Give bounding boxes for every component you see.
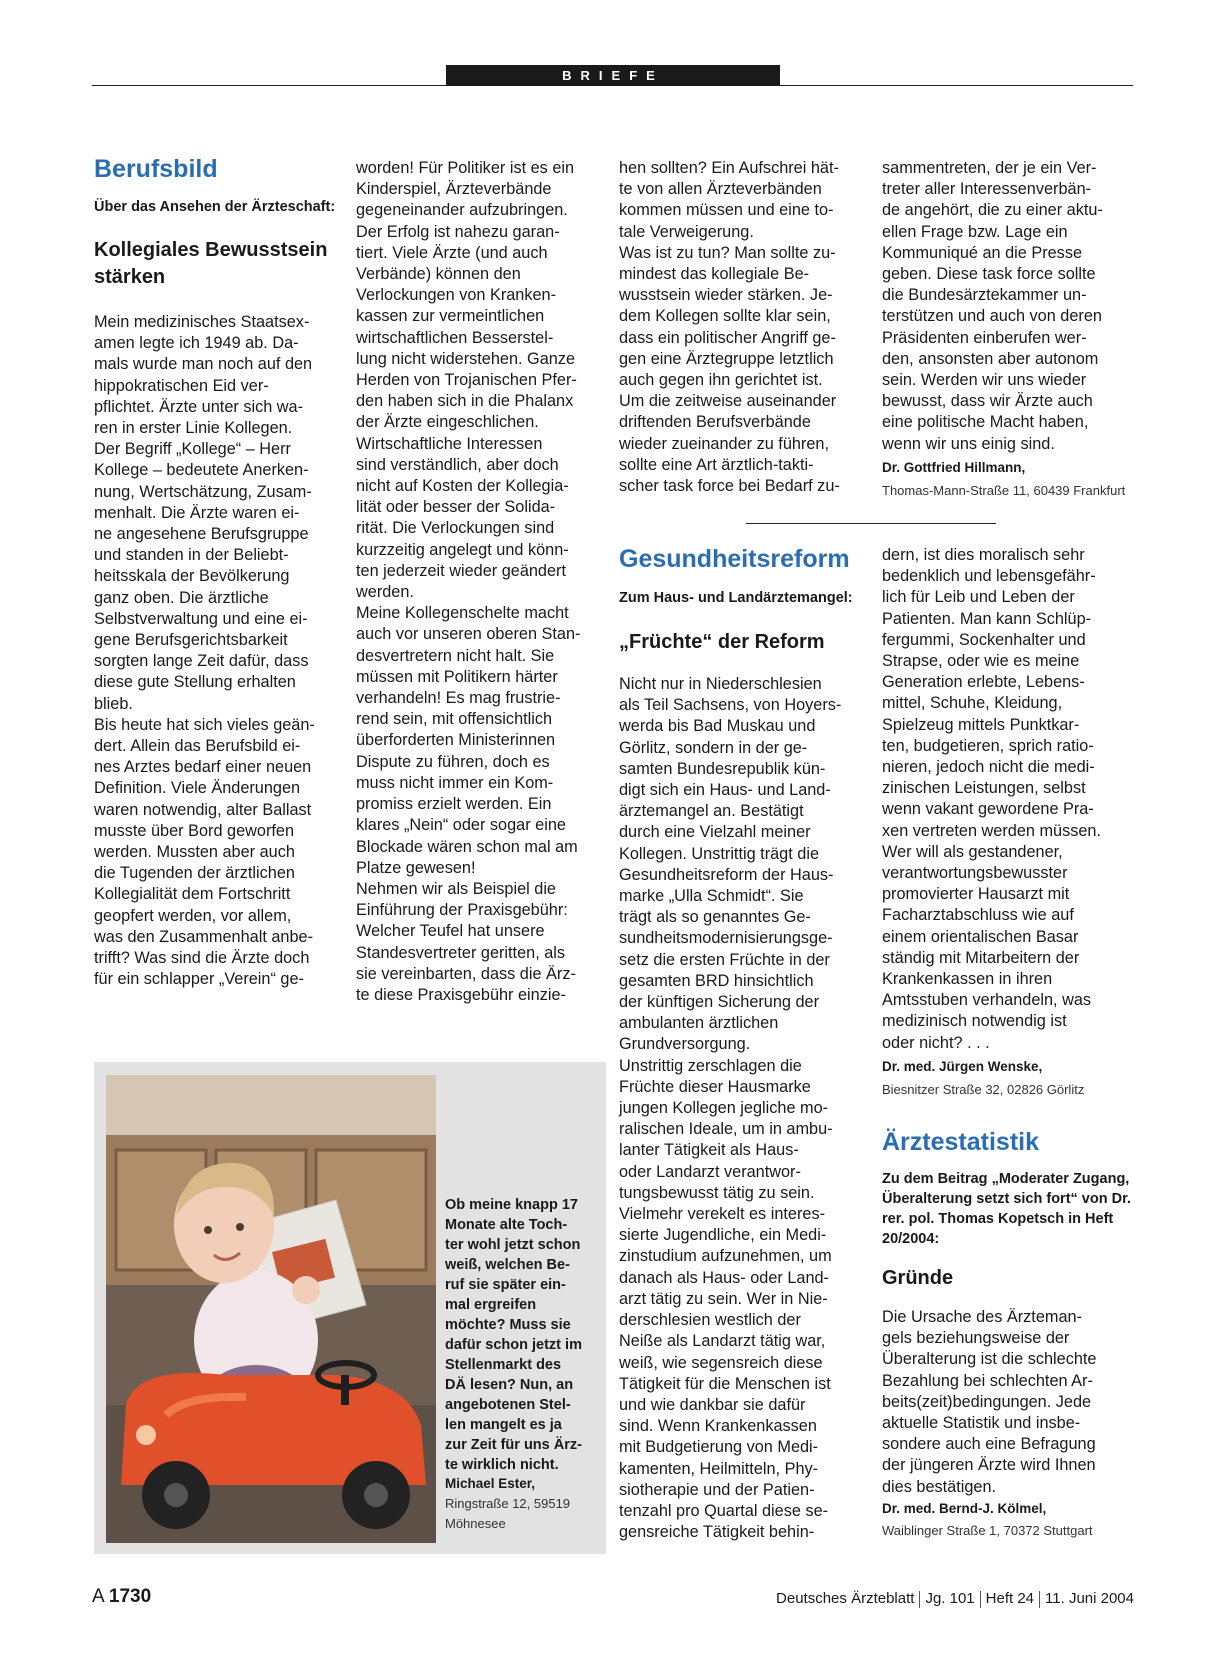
article-body: worden! Für Politiker ist es ein Kinderspiel, Ärzteverbände gegeneinander aufzubringen. Der Erfolg ist nahezu garan- tiert. Viele Ärzte (und auch Verbände) können den Verlockungen von Kranken- kassen zur vermeintlichen wirtschaftlichen Besserstel- lung nicht widerstehen. Ganze Herden von Trojanischen Pfer- den haben sich in die Phalanx der Ärzte eingeschlichen. Wirtschaftliche Interessen sind verständlich, aber doch nicht auf Kosten der Kollegia- lität oder besser der Solida- rität. Die Verlockungen sind kurzzeitig angelegt und könn- ten jederzeit wieder geändert werden. Meine Kollegenschelte macht auch vor unseren oberen Stan- desvertretern nicht halt. Sie müssen mit Politikern härter verhandeln! Es mag frustrie- rend sein, mit offensichtlich überforderten Ministerinnen Dispute zu führen, doch es muss nicht immer ein Kom- promiss erzielt werden. Ein klares „Nein“ oder sogar eine Blockade wären schon mal am Platze gewesen! Nehmen wir als Beispiel die Einführung der Praxisgebühr: Welcher Teufel hat unsere Standesvertreter geritten, als sie vereinbarten, dass die Ärz- te diese Praxisgebühr einzie- [356,159,581,1004]
article-body: Die Ursache des Ärzteman- gels beziehungsweise der Überalterung ist die schlechte Bezahlung bei schlechten Ar- beits(zeit)bedingungen. Jede aktuelle Statistik und insbe- sondere auch eine Befragung der jüngeren Ärzte wird Ihnen dies bestätigen. [882,1308,1097,1496]
article-berufsbild [94,154,346,991]
article-body: sammentreten, der je ein Ver- treter aller Interessenverbän- de angehört, die zu einer aktu- ellen Frage bzw. Lage ein Kommuniqué an die Presse geben. Diese task force sollte die Bundesärztekammer un- terstützen und auch von deren Präsidenten einberufen wer- den, ansonsten aber autonom sein. Werden wir uns wieder bewusst, dass wir Ärzte auch eine politische Macht haben, wenn wir uns einig sind. [882,159,1103,453]
article-kicker: Über das Ansehen der Ärzteschaft: [94,199,336,215]
article-aerztestatistik [882,1127,1134,1540]
article-berufsbild-cont2 [619,158,871,497]
photo-caption: Ob meine knapp 17 Monate alte Toch- ter wohl jetzt schon weiß, welchen Be- ruf sie später ein- mal ergreifen möchte? Muss sie dafür schon jetzt im Stellenmarkt des DÄ lesen? Nun, an angebotenen Stel- len mangelt es ja zur Zeit für uns Ärz- te wirklich nicht. [445,1197,582,1473]
letter-address: Waiblinger Straße 1, 70372 Stuttgart [882,1522,1093,1538]
page-prefix: A [92,1586,104,1607]
photo-box [94,1062,606,1554]
article-body: Nicht nur in Niederschlesien als Teil Sachsens, von Hoyers- werda bis Bad Muskau und Görlitz, sondern in der ge- samten Bundesrepublik kün- digt sich ein Haus- und Land- ärztemangel an. Bestätigt durch eine Vielzahl meiner Kollegen. Unstrittig trägt die Gesundheitsreform der Haus- marke „Ulla Schmidt“. Sie trägt als so genanntes Ge- sundheitsmodernisierungsge- setz die ersten Früchte in der gesamten BRD hinsichtlich der künftigen Sicherung der ambulanten ärztlichen Grundversorgung. Unstrittig zerschlagen die Früchte dieser Hausmarke jungen Kollegen jegliche mo- ralischen Ideale, um in ambu- lanter Tätigkeit als Haus- oder Landarzt verantwor- tungsbewusst tätig zu sein. Vielmehr verekelt es interes- sierte Jugendliche, ein Medi- zinstudium aufzunehmen, um danach als Haus- oder Land- arzt tätig zu sein. Wer in Nie- derschlesien westlich der Neiße als Landarzt tätig war, weiß, wie segensreich diese Tätigkeit für die Menschen ist und wie dankbar sie dafür sind. Wenn Krankenkassen mit Budgetierung von Medi- kamenten, Heilmitteln, Phy- siotherapie und der Patien- tenzahl pro Quartal diese se- gensreiche Tätigkeit behin- [619,675,842,1542]
article-gesundheitsreform-cont [882,545,1134,1099]
footer-separator [1039,1591,1040,1608]
page-number [92,1585,151,1609]
letter-author: Dr. med. Jürgen Wenske, [882,1058,1043,1074]
article-berufsbild-end [882,158,1134,500]
letter-address: Biesnitzer Straße 32, 02826 Görlitz [882,1081,1085,1097]
article-gesundheitsreform [619,544,871,1543]
footer-separator [980,1591,981,1608]
article-body: Mein medizinisches Staatsex- amen legte ich 1949 ab. Da- mals wurde man noch auf den hippokratischen Eid ver- pflichtet. Ärzte unter sich wa- ren in erster Linie Kollegen. Der Begriff „Kollege“ – Herr Kollege – bedeutete Anerken- nung, Wertschätzung, Zusam- menhalt. Die Ärzte waren ei- ne angesehene Berufsgruppe und standen in der Beliebt- heitsskala der Bevölkerung ganz oben. Die ärztliche Selbstverwaltung und eine ei- gene Berufsgerichtsbarkeit sorgten lange Zeit dafür, dass diese gute Stellung erhalten blieb. Bis heute hat sich vieles geän- dert. Allein das Berufsbild ei- nes Arztes bedarf einer neuen Definition. Viele Änderungen waren notwendig, alter Ballast musste über Bord geworfen werden. Mussten aber auch die Tugenden der ärztlichen Kollegialität dem Fortschritt geopfert werden, vor allem, was den Zusammenhalt anbe- trifft? Was sind die Ärzte doch für ein schlapper „Verein“ ge- [94,313,315,989]
page-number-value: 1730 [108,1586,152,1607]
letter-author: Dr. med. Bernd-J. Kölmel, [882,1500,1047,1516]
article-body: dern, ist dies moralisch sehr bedenklich und lebensgefähr- lich für Leib und Leben der Patienten. Man kann Schlüp- fergummi, Sockenhalter und Strapse, oder wie es meine Generation erlebte, Lebens- mittel, Schuhe, Kleidung, Spielzeug mittels Punktkar- ten, budgetieren, sprich ratio- nieren, jedoch nicht die medi- zinischen Leistungen, selbst wenn vakant gewordene Pra- xen vertreten werden müssen. Wer will als gestandener, verantwortungsbewusster promovierter Hausarzt mit Facharztabschluss wie auf einem orientalischen Basar ständig mit Mitarbeitern der Krankenkassen in ihren Amtsstuben verhandeln, was medizinisch notwendig ist oder nicht? . . . [882,546,1102,1052]
footer-separator [919,1591,920,1608]
journal-issue: Heft 24 [985,1590,1035,1607]
journal-name: Deutsches Ärzteblatt [776,1590,915,1607]
article-kicker: Zu dem Beitrag „Moderater Zugang, Überalterung setzt sich fort“ von Dr. rer. pol. Thomas Kopetsch in Heft 20/2004: [882,1171,1131,1247]
child-photo-illustration [106,1075,436,1543]
article-kicker: Zum Haus- und Landärztemangel: [619,590,853,606]
article-divider [746,523,996,524]
article-subhead: Gründe [882,1267,954,1289]
article-heading: Berufsbild [94,155,218,183]
section-label: BRIEFE [446,65,780,86]
photo-author: Michael Ester, [445,1476,536,1491]
letter-author: Dr. Gottfried Hillmann, [882,459,1026,475]
journal-date: 11. Juni 2004 [1045,1590,1134,1607]
journal-footer [776,1589,1134,1609]
article-body: hen sollten? Ein Aufschrei hät- te von allen Ärzteverbänden kommen müssen und eine to- tale Verweigerung. Was ist zu tun? Man sollte zu- mindest das kollegiale Be- wusstsein wieder stärken. Je- dem Kollegen sollte klar sein, dass ein politischer Angriff ge- gen eine Ärztegruppe letztlich auch gegen ihn gerichtet ist. Um die zeitweise auseinander driftenden Berufsverbände wieder zueinander zu führen, sollte eine Art ärztlich-takti- scher task force bei Bedarf zu- [619,159,840,496]
article-berufsbild-cont [356,158,608,1006]
article-subhead: „Früchte“ der Reform [619,631,825,653]
article-heading: Ärztestatistik [882,1128,1039,1156]
article-heading: Gesundheitsreform [619,545,850,573]
journal-volume: Jg. 101 [925,1590,975,1607]
letter-address: Thomas-Mann-Straße 11, 60439 Frankfurt [882,482,1126,498]
article-subhead: Kollegiales Bewusstsein stärken [94,239,328,288]
photo-address: Ringstraße 12, 59519 Möhnesee [445,1496,571,1531]
child-photo [106,1075,436,1543]
